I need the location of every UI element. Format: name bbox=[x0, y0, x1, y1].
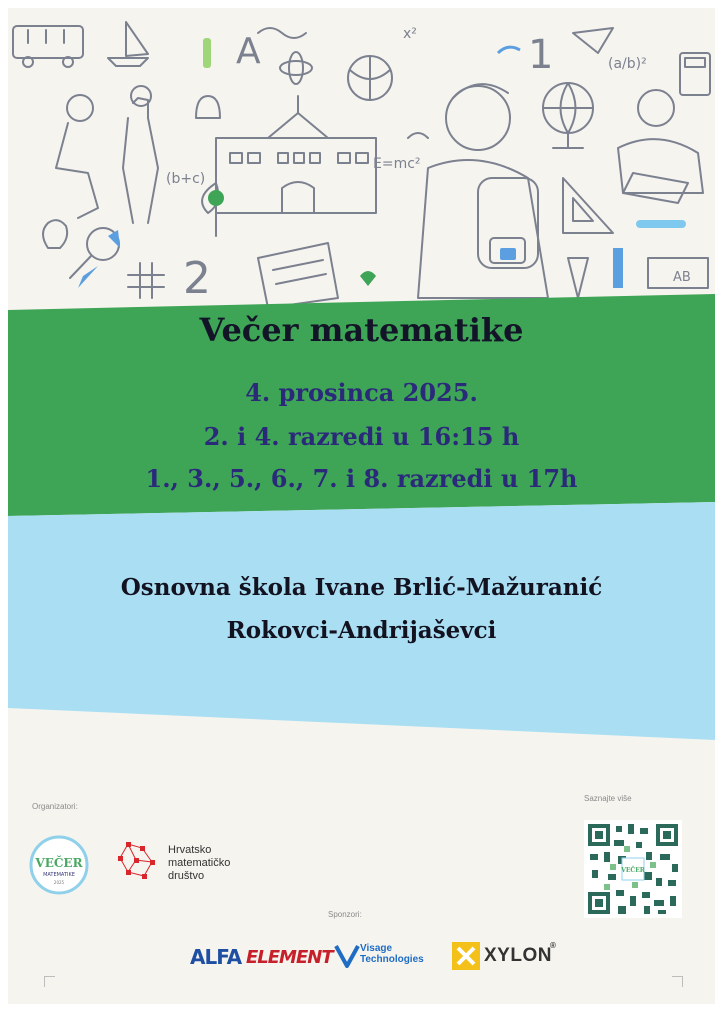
vecer-matematike-logo bbox=[28, 834, 90, 896]
event-date: 4. prosinca 2025. bbox=[245, 378, 478, 407]
school-place: Rokovci-Andrijaševci bbox=[226, 617, 497, 644]
school-name: Osnovna škola Ivane Brlić-Mažuranić bbox=[120, 574, 603, 601]
formula-emc2: E=mc² bbox=[373, 156, 421, 172]
sponsor-alfa-logo: ALFA bbox=[190, 945, 242, 969]
xylon-registered-mark: ® bbox=[550, 941, 556, 950]
digit-2-doodle: 2 bbox=[183, 253, 211, 304]
svg-text:2025: 2025 bbox=[53, 880, 65, 885]
svg-text:MATEMATIKE: MATEMATIKE bbox=[43, 872, 75, 878]
xylon-logo-icon bbox=[452, 942, 480, 970]
sponsor-element-logo: ELEMENT bbox=[246, 947, 333, 968]
letters-ab-doodle: AB bbox=[673, 270, 691, 285]
digit-1-doodle: 1 bbox=[528, 32, 554, 78]
hmd-name-line-3: društvo bbox=[168, 870, 205, 882]
sponsor-visage-line-1: Visage bbox=[360, 943, 393, 954]
hmd-name-line-2: matematičko bbox=[168, 857, 231, 869]
organizers-label: Organizatori: bbox=[32, 802, 78, 811]
visage-logo-icon bbox=[334, 942, 360, 968]
svg-text:VEČER: VEČER bbox=[621, 867, 645, 874]
sponsor-visage-line-2: Technologies bbox=[360, 954, 424, 965]
sponsors-label: Sponzori: bbox=[328, 910, 362, 919]
x-squared-doodle: x² bbox=[403, 26, 417, 42]
letter-a-doodle: A bbox=[236, 31, 261, 72]
schedule-line-2: 1., 3., 5., 6., 7. i 8. razredi u 17h bbox=[145, 464, 578, 493]
schedule-line-1: 2. i 4. razredi u 16:15 h bbox=[203, 422, 520, 451]
corner-mark-right bbox=[672, 976, 683, 987]
fraction-doodle: (a/b)² bbox=[608, 56, 647, 72]
more-info-label: Saznajte više bbox=[584, 794, 632, 803]
formula-bc: (b+c) bbox=[166, 171, 206, 187]
qr-code[interactable] bbox=[584, 820, 682, 918]
sponsor-xylon-logo: XYLON bbox=[484, 945, 552, 966]
hmd-logo-mark bbox=[116, 840, 162, 886]
hmd-name-line-1: Hrvatsko bbox=[168, 844, 212, 856]
corner-mark-left bbox=[44, 976, 55, 987]
poster bbox=[8, 8, 715, 1004]
svg-text:VEČER: VEČER bbox=[35, 856, 83, 870]
event-title: Večer matematike bbox=[199, 311, 524, 349]
